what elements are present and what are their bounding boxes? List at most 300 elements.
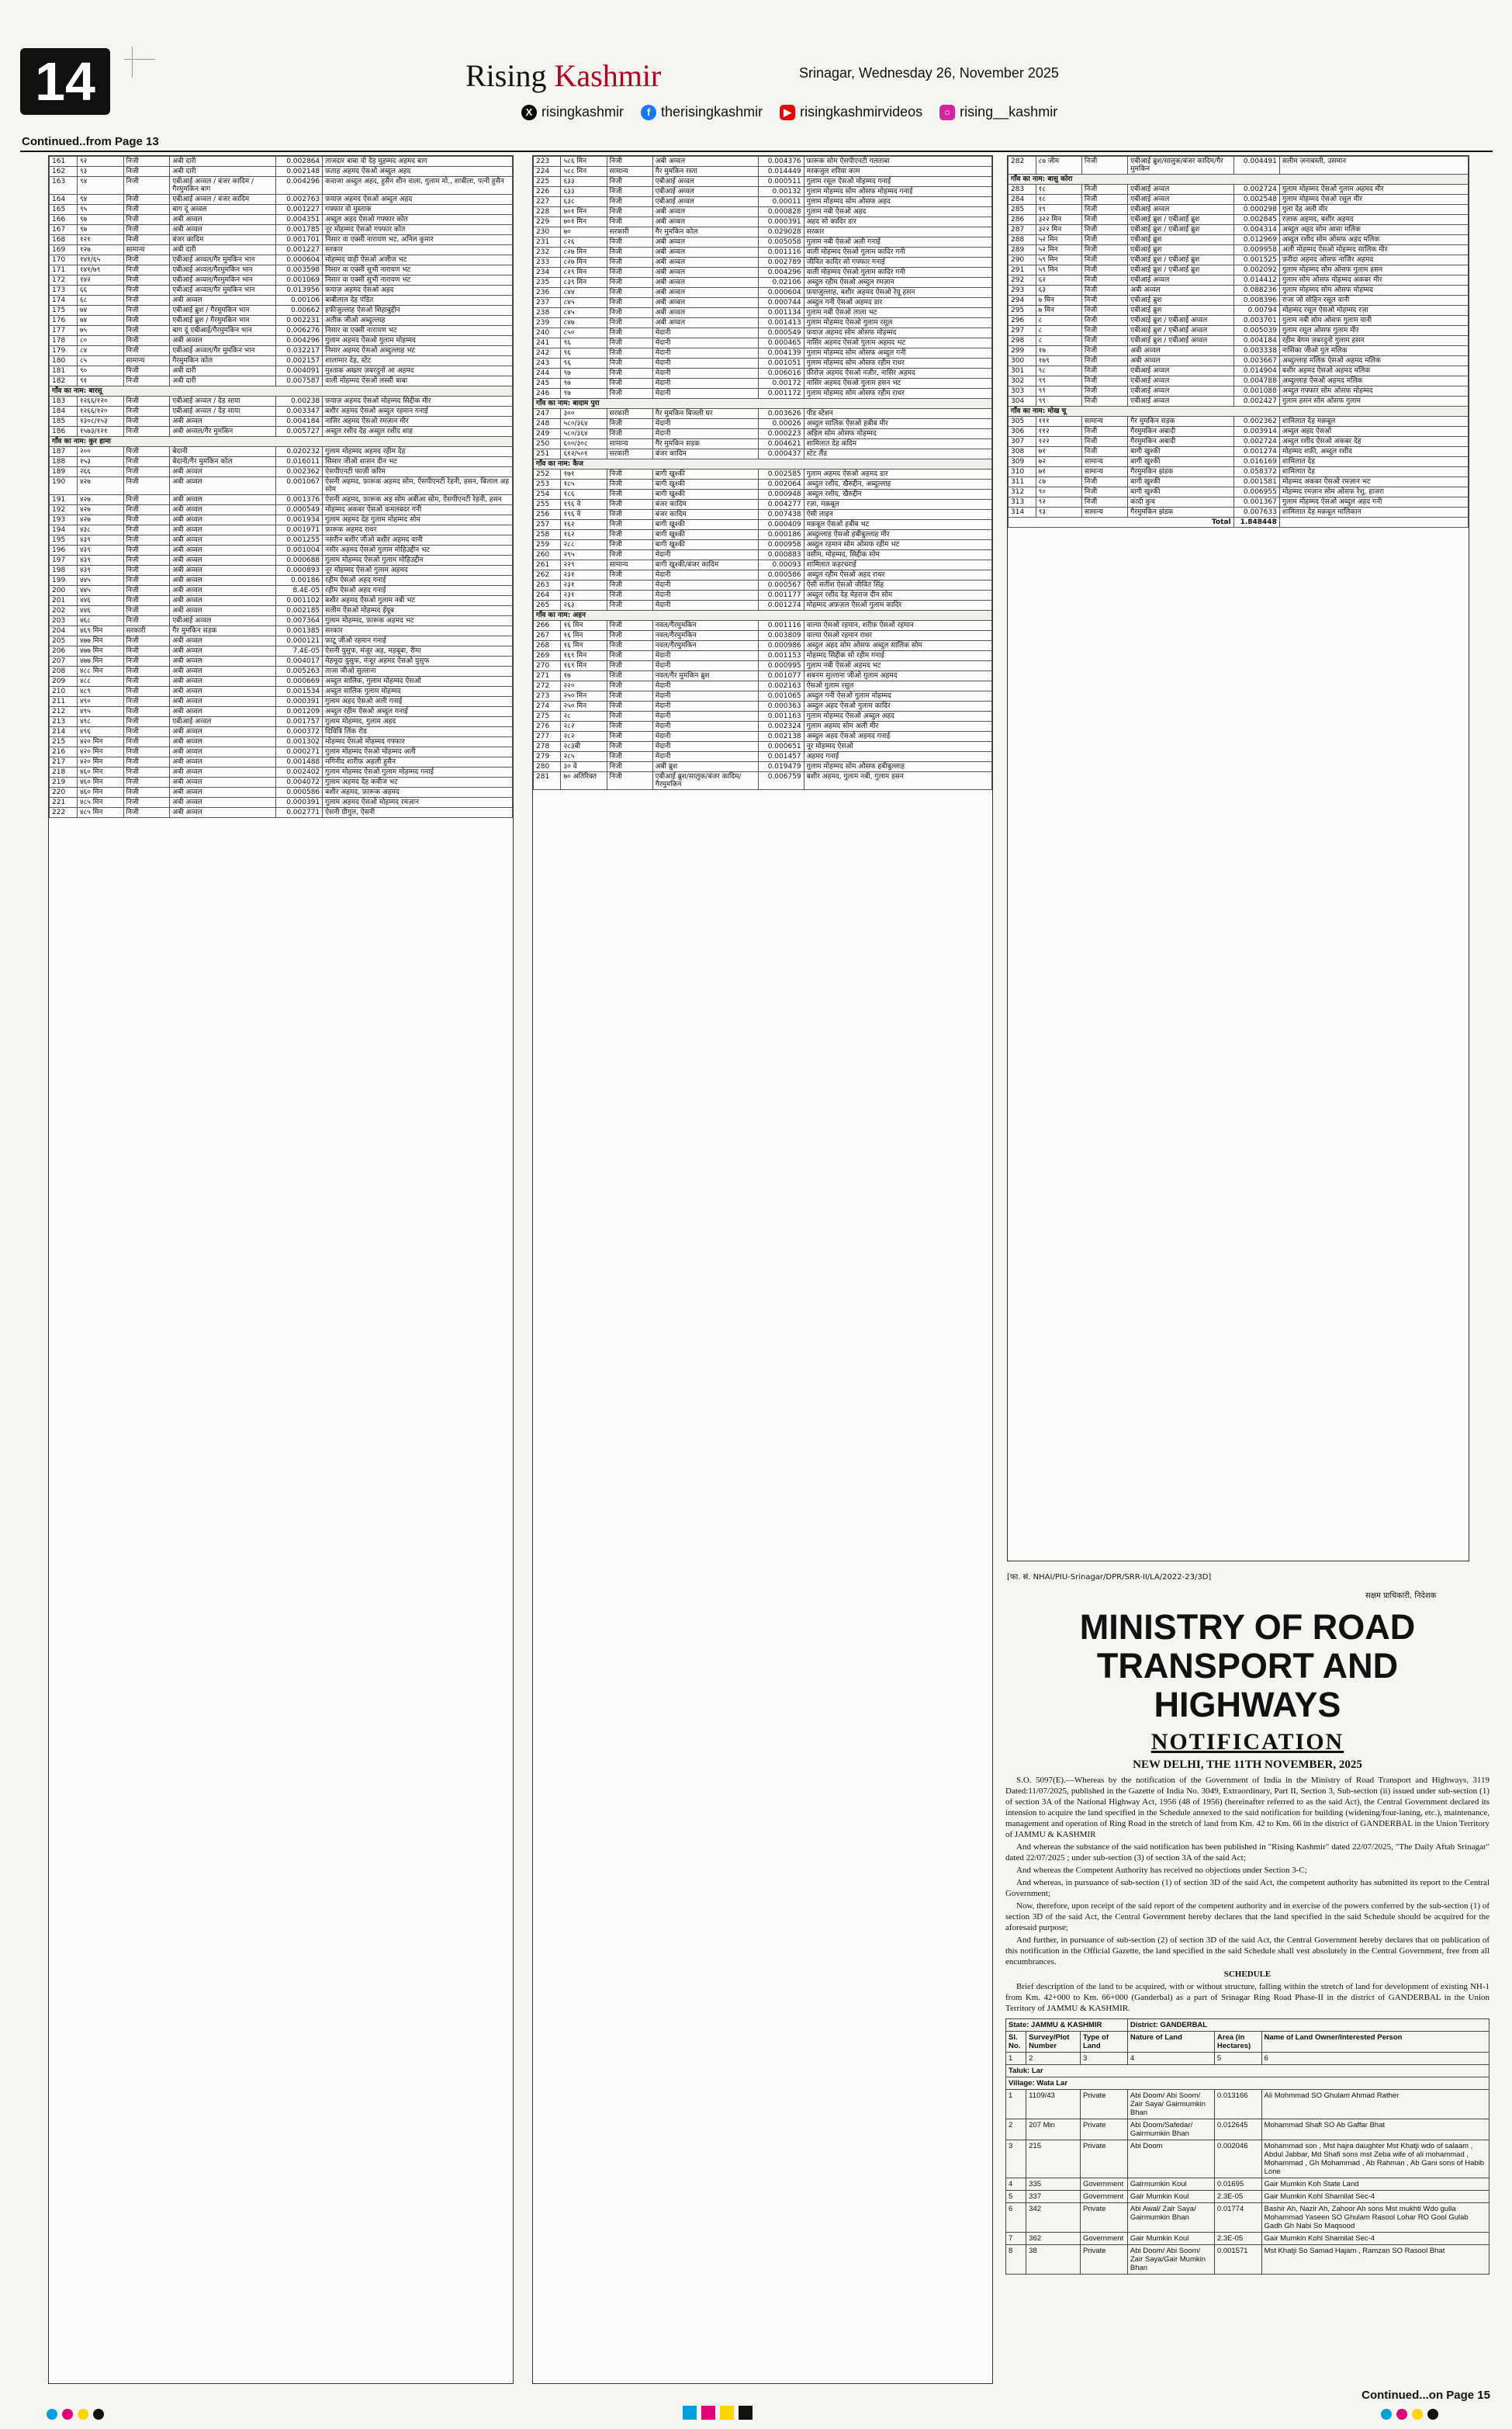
sl-no: 251 (534, 449, 561, 459)
table-row (1009, 235, 1469, 245)
survey-no: ८ (1036, 326, 1081, 336)
survey-no: ५८०/३६४ (561, 429, 607, 439)
land-nature: गैरमुमकिन झंडक (1128, 467, 1233, 477)
area-hectares: 0.019479 (758, 762, 804, 772)
owner-name: सलीम ज़नाबस्ती, उसमान (1279, 157, 1468, 175)
land-nature: मेदानी (652, 389, 758, 399)
reg-dot (62, 2409, 73, 2420)
area-hectares: 0.001367 (1233, 497, 1279, 508)
area-hectares: 0.001525 (1233, 255, 1279, 265)
owner-name: गुलाम मोहम्मद ऐसओ गुलाम मोहम्मद गनाई (323, 768, 513, 778)
sl-no: 301 (1009, 366, 1036, 376)
land-nature: अबी दारी (170, 366, 276, 376)
land-type: निजी (607, 742, 652, 752)
owner-name: फ़याज़ अहमद सोम ओसफ मोहम्मद (804, 328, 991, 338)
survey-no: ४६० मिन (77, 778, 123, 788)
survey-no: १४१/७९ (77, 265, 123, 275)
owner-name: गुलाम मोहम्मद ऐसओ अब्दुल अहद गनी (1279, 497, 1468, 508)
land-type: निजी (607, 318, 652, 328)
survey-no: ९६ (561, 348, 607, 359)
owner-name: गुलाम अहद ऐसओ अली गनाई (323, 697, 513, 707)
area-hectares: 0.002324 (758, 722, 804, 732)
sl-no: 241 (534, 338, 561, 348)
survey-no: २५० मिन (561, 691, 607, 702)
reg-square (701, 2406, 715, 2420)
land-nature: एबीआई अव्वल (1128, 376, 1233, 386)
land-type: निजी (607, 621, 652, 631)
sl-no: 263 (534, 580, 561, 591)
survey-no: ४४५ (77, 586, 123, 596)
sched-header: Sl. No. (1006, 2032, 1026, 2053)
survey-no: ८४७ (561, 318, 607, 328)
sl-no: 261 (534, 560, 561, 570)
area-hectares: 0.000363 (758, 702, 804, 712)
owner-name: अब्दुल अहद ऐसओ अहमद गनाई (804, 732, 991, 742)
sl-no: 259 (534, 540, 561, 550)
survey-no: २८८ (561, 540, 607, 550)
village-name: गाँव का नाम: कैज (534, 459, 992, 470)
survey-no: १४२ (77, 275, 123, 286)
survey-no: १११ (1036, 417, 1081, 427)
table-row (50, 265, 513, 275)
area-hectares: 0.058372 (1233, 467, 1279, 477)
sl-no: 238 (534, 308, 561, 318)
area-hectares: 0.000372 (276, 727, 323, 737)
table-row (534, 732, 992, 742)
table-row (1009, 265, 1469, 275)
sched-col-number: 2 (1026, 2053, 1081, 2065)
area-hectares: 0.002157 (276, 356, 323, 366)
land-type: निजी (123, 477, 170, 495)
area-hectares: 0.000958 (758, 540, 804, 550)
land-nature: अबी अव्वल (170, 467, 276, 477)
land-nature: एबीआई ब्रुश / एबीआई अव्वल (1128, 336, 1233, 346)
table-row (534, 298, 992, 308)
owner-name: अब्दुल्लाह ऐसओ अहमद मलिक (1279, 376, 1468, 386)
sl-no: 269 (534, 651, 561, 661)
area-hectares: 0.006276 (276, 326, 323, 336)
survey-no: ९० (77, 366, 123, 376)
sl-no: 214 (50, 727, 78, 737)
table-row (1009, 326, 1469, 336)
land-type: निजी (607, 722, 652, 732)
area-hectares: 0.002771 (276, 808, 323, 818)
owner-name: Mohammad Shafi SO Ab Gaffar Bhat (1261, 2119, 1489, 2140)
land-type: निजी (1081, 265, 1127, 275)
table-row (50, 697, 513, 707)
land-type: निजी (123, 467, 170, 477)
land-nature: मेदानी (652, 379, 758, 389)
table-row (50, 376, 513, 386)
land-nature: अबी अव्वल (170, 737, 276, 747)
land-nature: अबी ब्रुश (652, 762, 758, 772)
land-nature: गैरमुमकिन झंडक (1128, 508, 1233, 518)
sl-no: 1 (1006, 2090, 1026, 2119)
land-type: निजी (607, 379, 652, 389)
table-row (1009, 477, 1469, 487)
owner-name: रज़ा, मक़बूल (804, 500, 991, 510)
owner-name: बशीर अहमद ऐसओ गुलाम नबी भट (323, 596, 513, 606)
land-nature: बाग दूं एबीआई/गैरमुमकिन भान (170, 326, 276, 336)
land-nature: अबी अव्वल (170, 556, 276, 566)
owner-name: अब्दुल ग़फ्फार सोम ओसफ मोहम्मद (1279, 386, 1468, 397)
owner-name: गुलाम रसूल ओसफ गुलाम मीर (1279, 326, 1468, 336)
land-nature: अबी अव्वल (652, 318, 758, 328)
table-row (534, 359, 992, 369)
land-type: निजी (1081, 336, 1127, 346)
area-hectares: 0.002064 (758, 480, 804, 490)
land-type: सामान्य (1081, 508, 1127, 518)
land-nature: एबीआई अव्वल (652, 177, 758, 187)
sl-no: 212 (50, 707, 78, 717)
social-facebook[interactable]: f therisingkashmir (641, 104, 763, 120)
owner-name: ऐसपीएनटी फाज़ी करिम (323, 467, 513, 477)
survey-no: १२१ (77, 235, 123, 245)
area-hectares: 0.000391 (276, 697, 323, 707)
sched-state: State: JAMMU & KASHMIR (1006, 2019, 1128, 2032)
sl-no: 285 (1009, 205, 1036, 215)
land-nature: मेदानी (652, 601, 758, 611)
owner-name: फ़याज़ अहमद ऐसओ अब्दुल अहद (323, 195, 513, 205)
area-hectares: 0.002763 (276, 195, 323, 205)
land-type: निजी (607, 237, 652, 248)
table-row (534, 449, 992, 459)
survey-no: ७१ (1036, 447, 1081, 457)
sched-tehsil: Taluk: Lar (1006, 2065, 1490, 2077)
area-hectares: 0.000549 (758, 328, 804, 338)
area-hectares: 0.001004 (276, 546, 323, 556)
survey-no: २३१ (561, 570, 607, 580)
area-hectares: 0.000409 (758, 520, 804, 530)
land-type: निजी (1081, 235, 1127, 245)
survey-no: ९६ (561, 359, 607, 369)
table-row (534, 550, 992, 560)
survey-no: ८२७ मिन (561, 248, 607, 258)
land-nature: एबीआई ब्रुश / एबीआई ब्रुश (1128, 215, 1233, 225)
table-row (1009, 245, 1469, 255)
survey-no: ७०१ मिन (561, 207, 607, 217)
sl-no: 266 (534, 621, 561, 631)
land-nature: एबीआई अव्वल/गैर मुमकिन भान (170, 346, 276, 356)
area-hectares: 0.001376 (276, 495, 323, 505)
area-hectares: 0.013956 (276, 286, 323, 296)
land-type: निजी (607, 359, 652, 369)
table-row (50, 157, 513, 167)
reg-dot (93, 2409, 104, 2420)
land-nature: एबीआई ब्रुश/सालुक/बंजर कादिम/गैरमुमकिन (652, 772, 758, 790)
area-hectares: 0.001116 (758, 248, 804, 258)
table-row (50, 505, 513, 515)
table-row (534, 671, 992, 681)
sl-no: 232 (534, 248, 561, 258)
survey-no: ९७ (77, 215, 123, 225)
table-row (50, 316, 513, 326)
land-nature: अबी अव्वल (170, 576, 276, 586)
area-hectares: 0.000391 (276, 798, 323, 808)
owner-name: मोहम्मद ऐसओ मोहम्मद गफ्फार (323, 737, 513, 747)
owner-name: बशीर अहमद ऐसओ अब्दुल रहमान गनाई (323, 407, 513, 417)
area-hectares: 0.000437 (758, 449, 804, 459)
sl-no: 233 (534, 258, 561, 268)
land-nature: अबी अव्वल (170, 687, 276, 697)
area-hectares: 0.001413 (758, 318, 804, 328)
owner-name: अहमद गनाई (804, 752, 991, 762)
land-type: निजी (123, 697, 170, 707)
table-row (50, 737, 513, 747)
social-x[interactable]: X risingkashmir (521, 104, 624, 120)
sl-no: 6 (1006, 2203, 1026, 2233)
table-row (1009, 195, 1469, 205)
survey-no: ८ (1036, 316, 1081, 326)
land-type: निजी (607, 429, 652, 439)
owner-name: गुलाम मोहम्मद, गुलाम अहद (323, 717, 513, 727)
land-nature: मेदानी (652, 419, 758, 429)
sl-no: 2 (1006, 2119, 1026, 2140)
table-row (1009, 286, 1469, 296)
survey-no: ५९ मिन (1036, 265, 1081, 275)
table-row (534, 762, 992, 772)
sched-col-number: 1 (1006, 2053, 1026, 2065)
land-nature: एबीआई अव्वल (1128, 386, 1233, 397)
reg-square (739, 2406, 753, 2420)
table-row (534, 631, 992, 641)
sl-no: 289 (1009, 245, 1036, 255)
area-hectares: 0.012645 (1214, 2119, 1261, 2140)
survey-no: ८ (1036, 336, 1081, 346)
table-row (534, 661, 992, 671)
area-hectares: 0.000121 (276, 636, 323, 646)
table-row (534, 217, 992, 227)
land-type: निजी (123, 515, 170, 525)
area-hectares: 0.004788 (1233, 376, 1279, 386)
land-type: सरकारी (607, 409, 652, 419)
land-type: निजी (123, 376, 170, 386)
land-nature: अबी अव्वल (1128, 356, 1233, 366)
sl-no: 281 (534, 772, 561, 790)
owner-name: दिवित्रि लिंक रोड (323, 727, 513, 737)
table-row (1009, 275, 1469, 286)
reg-dot (47, 2409, 57, 2420)
sl-no: 288 (1009, 235, 1036, 245)
land-type: निजी (607, 752, 652, 762)
land-type: निजी (123, 616, 170, 626)
land-type: निजी (607, 490, 652, 500)
owner-name: गुलाम मोहम्मद, फ़ारूक अहमद भट (323, 616, 513, 626)
owner-name: शालामार देह, स्टेट (323, 356, 513, 366)
owner-name: गुलाम अहमद देह कवीज भट (323, 778, 513, 788)
owner-name: अहद सो कादिर डार (804, 217, 991, 227)
reg-dot (1381, 2409, 1392, 2420)
area-hectares: 0.003598 (276, 265, 323, 275)
owner-name: बाबीलाल देह पंडित (323, 296, 513, 306)
survey-no: २८५ (561, 752, 607, 762)
survey-no: ९४ (77, 195, 123, 205)
survey-no: २३१ (561, 580, 607, 591)
table-row (50, 167, 513, 177)
owner-name: बशीर अहमद ऐसओ अहमद मलिक (1279, 366, 1468, 376)
table-row (534, 338, 992, 348)
owner-name: अब्दुल सालिक, गुलाम मोहम्मद ऐसओ (323, 677, 513, 687)
sl-no: 188 (50, 457, 78, 467)
land-nature: अबी अव्वल (170, 606, 276, 616)
schedule-row (1006, 2233, 1490, 2245)
social-instagram[interactable]: ○ rising__kashmir (939, 104, 1057, 120)
table-row (50, 215, 513, 225)
land-nature: मेदानी (652, 369, 758, 379)
table-row (534, 500, 992, 510)
table-row (50, 205, 513, 215)
survey-no: ७ मिन (1036, 306, 1081, 316)
area-hectares: 0.00106 (276, 296, 323, 306)
area-hectares: 0.001116 (758, 621, 804, 631)
land-type: निजी (1081, 255, 1127, 265)
schedule-tehsil-row (1006, 2065, 1490, 2077)
owner-name: Gair Mumkin Kohl Shamilat Sec-4 (1261, 2191, 1489, 2203)
land-nature: अबी अव्वल (170, 296, 276, 306)
area-hectares: 0.001385 (276, 626, 323, 636)
land-type: Private (1080, 2090, 1127, 2119)
survey-no: ४८८ मिन (77, 667, 123, 677)
area-hectares: 0.001134 (758, 308, 804, 318)
land-nature: मेदानी (652, 328, 758, 338)
land-nature: अबी अव्वल (170, 747, 276, 757)
sl-no: 227 (534, 197, 561, 207)
survey-no: २०० (77, 447, 123, 457)
owner-name: वाल्या ऐसओ रहमान राथर (804, 631, 991, 641)
notification-paragraph: And further, in pursuance of sub-section (2) of section 3D of the said Act, the Central Government hereby declares that on publication of this notification in the Official Gazette, the land specified in the said Schedule shall vest absolutely in the Central Government, free from all encumbrances. (1005, 1935, 1490, 1966)
land-table (533, 156, 992, 790)
sl-no: 182 (50, 376, 78, 386)
survey-no: १४१/६५ (77, 255, 123, 265)
table-row (534, 560, 992, 570)
sl-no: 237 (534, 298, 561, 308)
owner-name: गुलाम मोहम्मद सोम ओसफ रहीम राथर (804, 359, 991, 369)
sl-no: 204 (50, 626, 78, 636)
sl-no: 265 (534, 601, 561, 611)
survey-no: ४८८ (77, 677, 123, 687)
table-row (50, 346, 513, 356)
area-hectares: 0.001581 (1233, 477, 1279, 487)
table-row (50, 525, 513, 535)
survey-no: ५८०/३६४ (561, 419, 607, 429)
survey-no: 335 (1026, 2178, 1081, 2191)
social-youtube[interactable]: ▶ risingkashmirvideos (780, 104, 922, 120)
owner-name: फ़ारूक सोम ऐसपीएनटी गलताबा (804, 157, 991, 167)
survey-no: ११२ (1036, 427, 1081, 437)
area-hectares: 0.002585 (758, 470, 804, 480)
survey-no: ४४६ (77, 606, 123, 616)
land-nature: अबी अव्वल (170, 505, 276, 515)
reg-dot (78, 2409, 88, 2420)
survey-no: २८३बी (561, 742, 607, 752)
land-type: निजी (123, 727, 170, 737)
owner-name: हफीजुल्लाह ऐसओ शिहाबुद्दीन (323, 306, 513, 316)
area-hectares: 0.006016 (758, 369, 804, 379)
area-hectares: 0.004091 (276, 366, 323, 376)
land-type: Government (1080, 2191, 1127, 2203)
land-type: निजी (123, 717, 170, 727)
sl-no: 234 (534, 268, 561, 278)
table-row (50, 798, 513, 808)
table-row (1009, 457, 1469, 467)
table-row (50, 636, 513, 646)
owner-name: निसार वा एक्सी सुभी नारायण भट (323, 275, 513, 286)
owner-name: रज़ाक अहमद, बशीर अहमद (1279, 215, 1468, 225)
area-hectares: 0.000465 (758, 338, 804, 348)
land-nature: अबी अव्वल (170, 757, 276, 768)
table-row (534, 530, 992, 540)
area-hectares: 0.003626 (758, 409, 804, 419)
table-row (534, 520, 992, 530)
area-hectares: 0.01695 (1214, 2178, 1261, 2191)
survey-no: २२९ (561, 560, 607, 570)
page-number: 14 (20, 48, 110, 115)
table-row (1009, 296, 1469, 306)
x-icon: X (521, 105, 537, 120)
land-type: निजी (123, 687, 170, 697)
table-row (1009, 157, 1469, 175)
table-row (534, 157, 992, 167)
owner-name: मेहमूदा युसुफ, मंजूर अहमद ऐसओ युसुफ (323, 657, 513, 667)
area-hectares: 0.000567 (758, 580, 804, 591)
sl-no: 308 (1009, 447, 1036, 457)
area-hectares: 0.000995 (758, 661, 804, 671)
sl-no: 195 (50, 535, 78, 546)
area-hectares: 0.00172 (758, 379, 804, 389)
table-row (1009, 205, 1469, 215)
area-hectares: 0.000223 (758, 429, 804, 439)
land-nature: अबी अव्वल (170, 225, 276, 235)
land-nature: बागी खुश्की (1128, 477, 1233, 487)
land-nature: अबी दारी (170, 245, 276, 255)
table-row (50, 657, 513, 667)
area-hectares: 0.009958 (1233, 245, 1279, 255)
owner-name: गुलाम नबी सोम ओसफ गुलाम वानी (1279, 316, 1468, 326)
owner-name: सलीम ऐसओ मोहम्मद ईयूब (323, 606, 513, 616)
land-type: सरकारी (607, 449, 652, 459)
sl-no: 252 (534, 470, 561, 480)
table-row (50, 677, 513, 687)
area-hectares: 0.020232 (276, 447, 323, 457)
area-hectares: 0.001934 (276, 515, 323, 525)
survey-no: ९९ (1036, 386, 1081, 397)
sl-no: 286 (1009, 215, 1036, 225)
land-nature: एबीआई अव्वल (1128, 205, 1233, 215)
sl-no: 303 (1009, 386, 1036, 397)
sl-no: 226 (534, 187, 561, 197)
area-hectares: 0.002362 (1233, 417, 1279, 427)
owner-name: निसार वा एक्सी नारायण भट (323, 326, 513, 336)
survey-no: ६००/३०८ (561, 439, 607, 449)
area-hectares: 0.007438 (758, 510, 804, 520)
table-row (1009, 255, 1469, 265)
land-type: निजी (123, 788, 170, 798)
land-type: निजी (123, 447, 170, 457)
land-nature: अबी अव्वल (652, 308, 758, 318)
area-hectares: 0.00093 (758, 560, 804, 570)
survey-no: ८२७ मिन (561, 258, 607, 268)
owner-name: नासिर अहमद ऐसओ रमज़ान मीर (323, 417, 513, 427)
sl-no: 228 (534, 207, 561, 217)
area-hectares: 0.001785 (276, 225, 323, 235)
sl-no: 242 (534, 348, 561, 359)
area-hectares: 0.002845 (1233, 215, 1279, 225)
land-nature: नवल/गैरमुमकिन (652, 621, 758, 631)
sl-no: 270 (534, 661, 561, 671)
area-hectares: 0.000604 (276, 255, 323, 265)
area-hectares: 0.005058 (758, 237, 804, 248)
table-row (50, 457, 513, 467)
